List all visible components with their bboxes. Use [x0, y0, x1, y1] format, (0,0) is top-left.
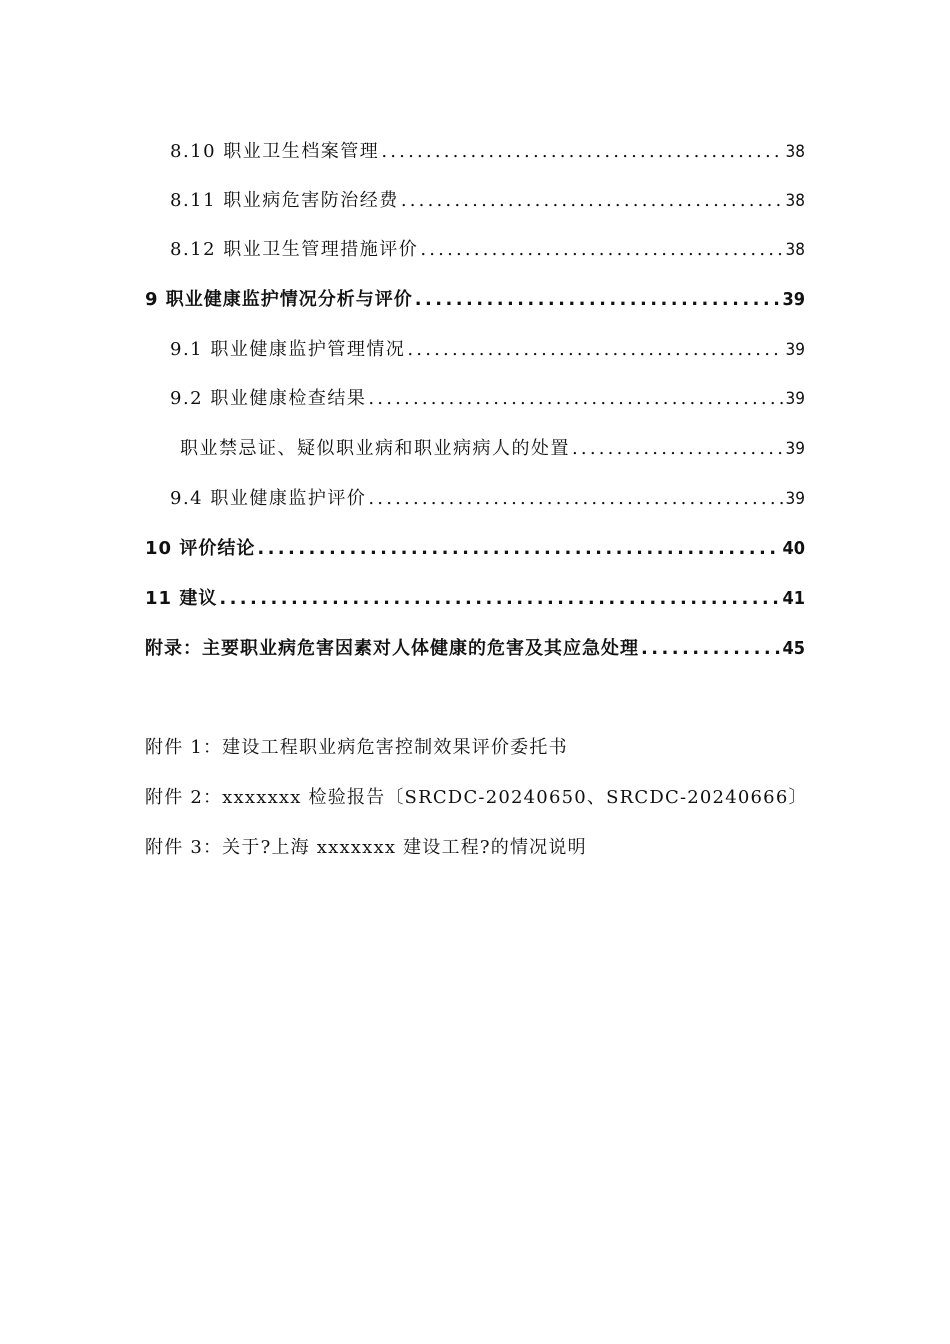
attachment-item: 附件 3：关于?上海 xxxxxxx 建设工程?的情况说明	[145, 837, 587, 858]
toc-entry-page: 38	[785, 142, 805, 162]
attachment-item: 附件 2：xxxxxxx 检验报告〔SRCDC-20240650、SRCDC-20240666〕	[145, 787, 808, 808]
toc-entry-page: 39	[782, 289, 805, 310]
toc-entry-label: 9.1 职业健康监护管理情况	[170, 339, 406, 360]
toc-chapter-entry[interactable]	[145, 533, 805, 565]
toc-leader-dots	[415, 284, 781, 316]
toc-entry-page: 39	[785, 439, 805, 459]
attachment-item: 附件 1：建设工程职业病危害控制效果评价委托书	[145, 737, 568, 758]
toc-chapter-entry[interactable]	[145, 284, 805, 316]
toc-entry-page: 41	[782, 588, 805, 609]
toc-entry-label: 10 评价结论	[145, 538, 256, 559]
toc-chapter-entry[interactable]	[145, 583, 805, 615]
toc-entry-page: 39	[785, 389, 805, 409]
toc-entry-page: 39	[785, 489, 805, 509]
toc-leader-dots	[641, 633, 780, 665]
toc-leader-dots	[381, 136, 783, 168]
toc-entry-label: 8.12 职业卫生管理措施评价	[170, 239, 419, 260]
toc-entry-page: 45	[782, 638, 805, 659]
toc-entry-label: 9 职业健康监护情况分析与评价	[145, 289, 413, 310]
toc-entry[interactable]	[145, 185, 805, 217]
toc-entry-label: 8.10 职业卫生档案管理	[170, 141, 380, 162]
toc-entry-label: 9.4 职业健康监护评价	[170, 488, 367, 509]
toc-entry-page: 38	[785, 191, 805, 211]
toc-entry[interactable]	[145, 234, 805, 266]
toc-leader-dots	[257, 533, 780, 565]
toc-entry-label: 附录：主要职业病危害因素对人体健康的危害及其应急处理	[145, 638, 639, 659]
toc-entry[interactable]	[145, 433, 805, 465]
toc-leader-dots	[368, 483, 783, 515]
toc-leader-dots	[219, 583, 780, 615]
toc-entry-page: 38	[785, 240, 805, 260]
toc-leader-dots	[407, 334, 783, 366]
toc-entry-label: 8.11 职业病危害防治经费	[170, 190, 399, 211]
toc-entry[interactable]	[145, 334, 805, 366]
toc-leader-dots	[420, 234, 783, 266]
toc-appendix-entry[interactable]	[145, 633, 805, 665]
toc-entry[interactable]	[145, 483, 805, 515]
toc-entry-page: 40	[782, 538, 805, 559]
toc-entry-page: 39	[785, 340, 805, 360]
toc-entry[interactable]	[145, 383, 805, 415]
toc-entry[interactable]	[145, 136, 805, 168]
toc-leader-dots	[368, 383, 783, 415]
toc-entry-label: 职业禁忌证、疑似职业病和职业病病人的处置	[180, 438, 570, 459]
toc-leader-dots	[572, 433, 784, 465]
toc-leader-dots	[401, 185, 784, 217]
toc-entry-label: 9.2 职业健康检查结果	[170, 388, 367, 409]
toc-entry-label: 11 建议	[145, 588, 218, 609]
